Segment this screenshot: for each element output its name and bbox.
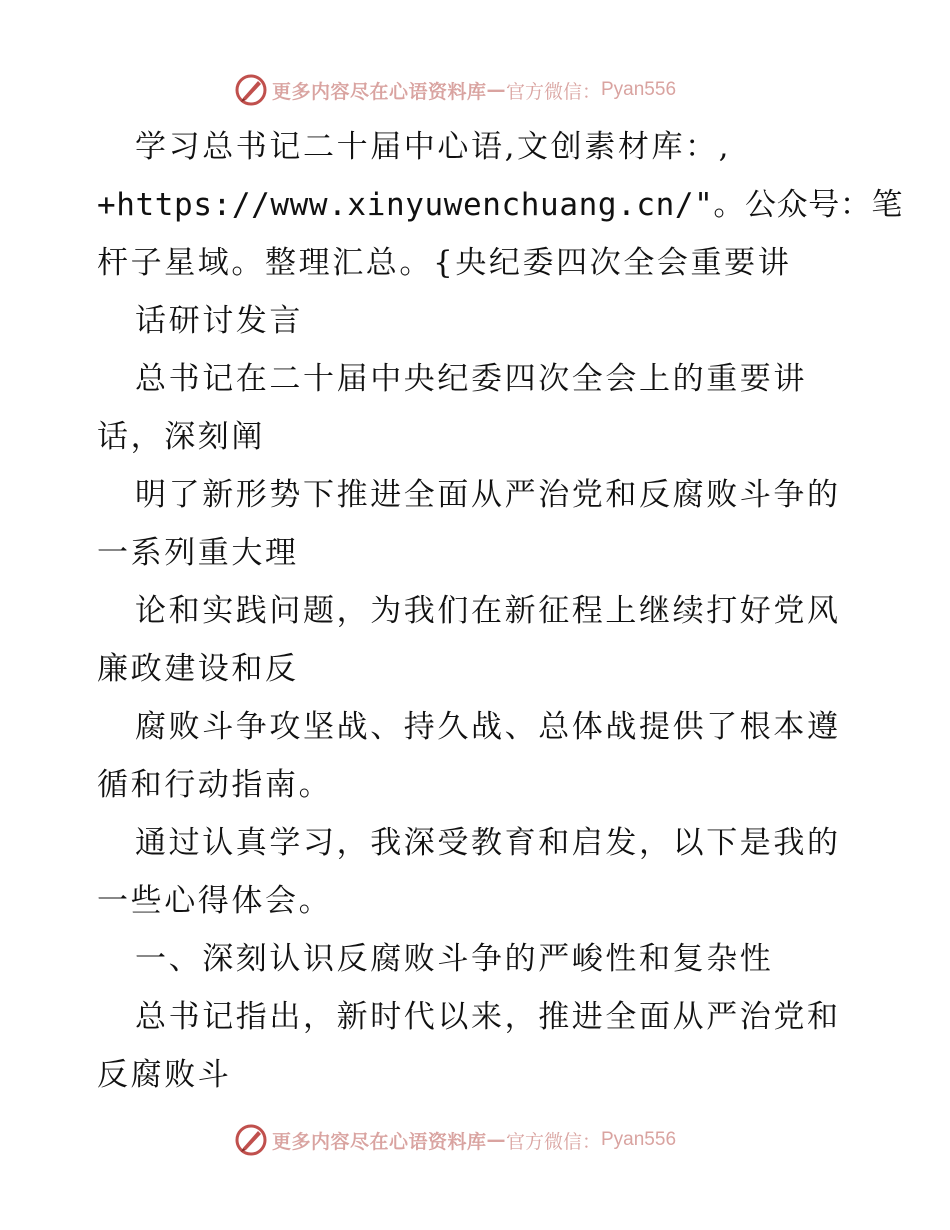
text-line: 杆子星域。整理汇总。{央纪委四次全会重要讲 xyxy=(97,245,792,281)
text-line: 循和行动指南。 xyxy=(97,767,333,803)
banner-separator: — xyxy=(486,79,506,101)
footer-watermark-banner xyxy=(0,1120,950,1160)
text-line: 反腐败斗 xyxy=(97,1057,232,1093)
quill-pen-logo-icon xyxy=(234,1123,268,1157)
banner-wechat-label: 官方微信： xyxy=(505,80,601,103)
section-heading: 一、深刻认识反腐败斗争的严峻性和复杂性 xyxy=(135,941,774,977)
text-line: 一些心得体会。 xyxy=(97,883,333,919)
text-line: 明了新形势下推进全面从严治党和反腐败斗争的 xyxy=(135,477,841,513)
text-line: 腐败斗争攻坚战、持久战、总体战提供了根本遵 xyxy=(135,709,841,745)
banner-separator: — xyxy=(486,1129,506,1151)
text-line: 廉政建设和反 xyxy=(97,651,299,687)
text-line: 话研讨发言 xyxy=(135,303,303,339)
banner-site-text: 更多内容尽在心语资料库 xyxy=(271,80,487,103)
text-line: 学习总书记二十届中心语,文创素材库：, xyxy=(135,129,732,165)
text-line: 一系列重大理 xyxy=(97,535,299,571)
text-line: +https://www.xinyuwenchuang.cn/"。公众号：笔 xyxy=(97,187,904,223)
header-watermark-banner xyxy=(0,70,950,110)
quill-pen-logo-icon xyxy=(234,73,268,107)
text-line: 总书记指出，新时代以来，推进全面从严治党和 xyxy=(135,999,841,1035)
banner-wechat-id: Pyan556 xyxy=(601,79,677,100)
banner-wechat-label: 官方微信： xyxy=(505,1130,601,1153)
text-line: 论和实践问题，为我们在新征程上继续打好党风 xyxy=(135,593,841,629)
text-line: 总书记在二十届中央纪委四次全会上的重要讲 xyxy=(135,361,807,397)
banner-wechat-id: Pyan556 xyxy=(601,1129,677,1150)
text-line: 通过认真学习，我深受教育和启发，以下是我的 xyxy=(135,825,841,861)
text-line: 话，深刻阐 xyxy=(97,419,265,455)
document-body xyxy=(97,118,904,1104)
banner-site-text: 更多内容尽在心语资料库 xyxy=(271,1130,487,1153)
